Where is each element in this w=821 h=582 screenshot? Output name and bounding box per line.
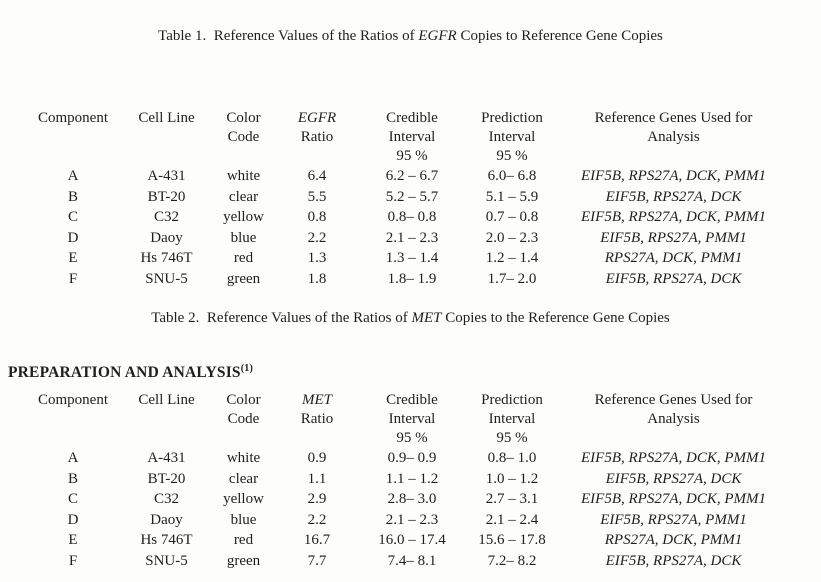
header-label: Ratio <box>300 411 334 427</box>
cell-genes: RPS27A, DCK, PMM1 <box>604 532 743 548</box>
cell-cell-line: BT-20 <box>147 188 186 205</box>
cell-genes: EIF5B, RPS27A, PMM1 <box>600 229 747 246</box>
cell-cell-line: C32 <box>153 209 179 225</box>
header-label: Color <box>226 392 261 408</box>
cell-component: C <box>67 491 78 507</box>
cell-color: clear <box>228 188 259 205</box>
table1-body <box>28 166 785 289</box>
cell-credible: 16.0 – 17.4 <box>378 532 446 548</box>
table-row <box>28 248 785 269</box>
header-label: Cell Line <box>138 392 195 408</box>
header-label: Component <box>38 110 108 126</box>
table2-col-header-component <box>28 391 118 448</box>
table-row <box>28 469 785 490</box>
cell-color: blue <box>230 229 257 246</box>
cell-component: E <box>68 532 78 548</box>
cell-color: green <box>226 270 261 287</box>
cell-credible: 6.2 – 6.7 <box>385 168 439 184</box>
header-label: Credible <box>386 110 438 126</box>
table1-col-header-cell-line <box>118 109 215 166</box>
header-label: Code <box>227 129 260 145</box>
cell-prediction: 0.7 – 0.8 <box>485 209 539 225</box>
cell-color: yellow <box>223 491 264 507</box>
cell-genes: EIF5B, RPS27A, DCK, PMM1 <box>581 491 766 507</box>
header-label: Interval <box>488 129 536 145</box>
table-row <box>28 269 785 290</box>
header-label: Credible <box>386 392 438 408</box>
header-label: Reference Genes Used for <box>594 110 753 126</box>
table1-header-row <box>28 109 785 166</box>
section-heading-text: PREPARATION AND ANALYSIS <box>8 364 241 381</box>
cell-credible: 0.9– 0.9 <box>387 450 437 466</box>
table2-title <box>0 310 821 327</box>
cell-ratio: 0.8 <box>307 209 327 225</box>
cell-component: E <box>68 250 78 266</box>
table2-col-header-reference-genes <box>562 391 785 448</box>
cell-prediction: 2.7 – 3.1 <box>485 491 539 507</box>
cell-credible: 0.8– 0.8 <box>387 209 437 225</box>
table-row <box>28 530 785 551</box>
cell-cell-line: C32 <box>153 491 179 507</box>
cell-credible: 2.1 – 2.3 <box>385 229 439 246</box>
cell-genes: RPS27A, DCK, PMM1 <box>604 250 743 266</box>
table2-body <box>28 448 785 571</box>
cell-cell-line: A-431 <box>147 168 186 184</box>
table-row <box>28 510 785 531</box>
table1-title <box>0 28 821 45</box>
cell-ratio: 2.2 <box>307 229 327 246</box>
cell-component: C <box>67 209 78 225</box>
table1-col-header-credible-interval <box>362 109 462 166</box>
header-label: Reference Genes Used for <box>594 392 753 408</box>
header-label: Cell Line <box>138 110 195 126</box>
cell-ratio: 2.9 <box>307 491 327 507</box>
cell-prediction: 7.2– 8.2 <box>487 552 537 569</box>
cell-genes: EIF5B, RPS27A, DCK <box>605 552 742 569</box>
cell-genes: EIF5B, RPS27A, DCK <box>605 470 742 487</box>
table-row <box>28 228 785 249</box>
cell-prediction: 1.2 – 1.4 <box>485 250 539 266</box>
cell-prediction: 1.0 – 1.2 <box>485 470 539 487</box>
header-label-gene: EGFR <box>297 110 337 126</box>
header-label: Interval <box>388 411 436 427</box>
cell-ratio: 0.9 <box>307 450 327 466</box>
cell-ratio: 6.4 <box>307 168 327 184</box>
cell-prediction: 15.6 – 17.8 <box>478 532 546 548</box>
cell-component: A <box>67 168 79 184</box>
header-label: 95 % <box>496 430 528 446</box>
cell-component: D <box>67 229 79 246</box>
cell-genes: EIF5B, RPS27A, DCK, PMM1 <box>581 450 766 466</box>
table1-title-prefix: Table 1. Reference Values of the Ratios of <box>158 28 419 44</box>
cell-component: B <box>67 188 78 205</box>
cell-credible: 2.1 – 2.3 <box>385 511 439 528</box>
header-label: Interval <box>488 411 536 427</box>
cell-cell-line: A-431 <box>147 450 186 466</box>
cell-ratio: 2.2 <box>307 511 327 528</box>
table-row <box>28 166 785 187</box>
header-label: Prediction <box>481 110 543 126</box>
cell-color: white <box>226 168 261 184</box>
table2-col-header-cell-line <box>118 391 215 448</box>
cell-credible: 1.1 – 1.2 <box>385 470 439 487</box>
table1-col-header-prediction-interval <box>462 109 562 166</box>
table1-col-header-color-code <box>215 109 272 166</box>
cell-component: B <box>67 470 78 487</box>
cell-cell-line: Daoy <box>150 511 183 528</box>
table2-met-ratios <box>28 391 785 571</box>
table-row <box>28 207 785 228</box>
header-label: 95 % <box>496 148 528 164</box>
cell-ratio: 1.8 <box>307 270 327 287</box>
cell-genes: EIF5B, RPS27A, PMM1 <box>600 511 747 528</box>
header-label-gene: MET <box>302 392 332 408</box>
table2-col-header-met-ratio <box>272 391 362 448</box>
header-label: Interval <box>388 129 436 145</box>
cell-genes: EIF5B, RPS27A, DCK, PMM1 <box>581 168 766 184</box>
header-label: 95 % <box>396 430 428 446</box>
table1-col-header-component <box>28 109 118 166</box>
cell-credible: 1.8– 1.9 <box>387 270 437 287</box>
cell-color: white <box>226 450 261 466</box>
header-label: Component <box>38 392 108 408</box>
cell-prediction: 5.1 – 5.9 <box>485 188 539 205</box>
header-label: Ratio <box>300 129 334 145</box>
cell-color: red <box>233 250 254 266</box>
table2-title-suffix: Copies to the Reference Gene Copies <box>441 310 670 326</box>
cell-ratio: 1.1 <box>307 470 327 487</box>
cell-ratio: 16.7 <box>303 532 331 548</box>
table1-col-header-reference-genes <box>562 109 785 166</box>
header-label: 95 % <box>396 148 428 164</box>
cell-prediction: 0.8– 1.0 <box>487 450 537 466</box>
cell-ratio: 5.5 <box>307 188 327 205</box>
cell-cell-line: Hs 746T <box>140 532 193 548</box>
table-row <box>28 489 785 510</box>
cell-ratio: 7.7 <box>307 552 327 569</box>
cell-color: green <box>226 552 261 569</box>
cell-credible: 2.8– 3.0 <box>387 491 437 507</box>
cell-component: D <box>67 511 79 528</box>
table2-col-header-prediction-interval <box>462 391 562 448</box>
table-row <box>28 448 785 469</box>
table2-col-header-credible-interval <box>362 391 462 448</box>
cell-cell-line: SNU-5 <box>145 270 188 287</box>
header-label: Prediction <box>481 392 543 408</box>
cell-component: F <box>68 552 78 569</box>
cell-component: F <box>68 270 78 287</box>
cell-ratio: 1.3 <box>307 250 327 266</box>
table2-header-row <box>28 391 785 448</box>
header-label: Analysis <box>647 411 700 427</box>
header-label: Analysis <box>647 129 700 145</box>
header-label: Code <box>227 411 260 427</box>
cell-color: red <box>233 532 254 548</box>
table2-title-prefix: Table 2. Reference Values of the Ratios of <box>151 310 412 326</box>
cell-prediction: 1.7– 2.0 <box>487 270 537 287</box>
cell-component: A <box>67 450 79 466</box>
cell-genes: EIF5B, RPS27A, DCK, PMM1 <box>581 209 766 225</box>
cell-color: yellow <box>223 209 264 225</box>
footnote-reference-superscript: (1) <box>240 362 254 374</box>
cell-color: blue <box>230 511 257 528</box>
cell-prediction: 6.0– 6.8 <box>487 168 537 184</box>
cell-genes: EIF5B, RPS27A, DCK <box>605 188 742 205</box>
cell-credible: 1.3 – 1.4 <box>385 250 439 266</box>
cell-cell-line: Daoy <box>150 229 183 246</box>
cell-cell-line: Hs 746T <box>140 250 193 266</box>
header-label: Color <box>226 110 261 126</box>
section-heading-preparation-and-analysis <box>8 364 253 382</box>
cell-cell-line: SNU-5 <box>145 552 188 569</box>
cell-genes: EIF5B, RPS27A, DCK <box>605 270 742 287</box>
table-row <box>28 551 785 572</box>
table1-egfr-ratios <box>28 109 785 289</box>
cell-credible: 7.4– 8.1 <box>387 552 437 569</box>
table2-col-header-color-code <box>215 391 272 448</box>
table1-col-header-egfr-ratio <box>272 109 362 166</box>
cell-color: clear <box>228 470 259 487</box>
cell-cell-line: BT-20 <box>147 470 186 487</box>
table1-title-suffix: Copies to Reference Gene Copies <box>456 28 663 44</box>
cell-prediction: 2.0 – 2.3 <box>485 229 539 246</box>
table2-title-gene: MET <box>411 310 442 326</box>
cell-credible: 5.2 – 5.7 <box>385 188 439 205</box>
table-row <box>28 187 785 208</box>
table1-title-gene: EGFR <box>418 28 457 44</box>
cell-prediction: 2.1 – 2.4 <box>485 511 539 528</box>
